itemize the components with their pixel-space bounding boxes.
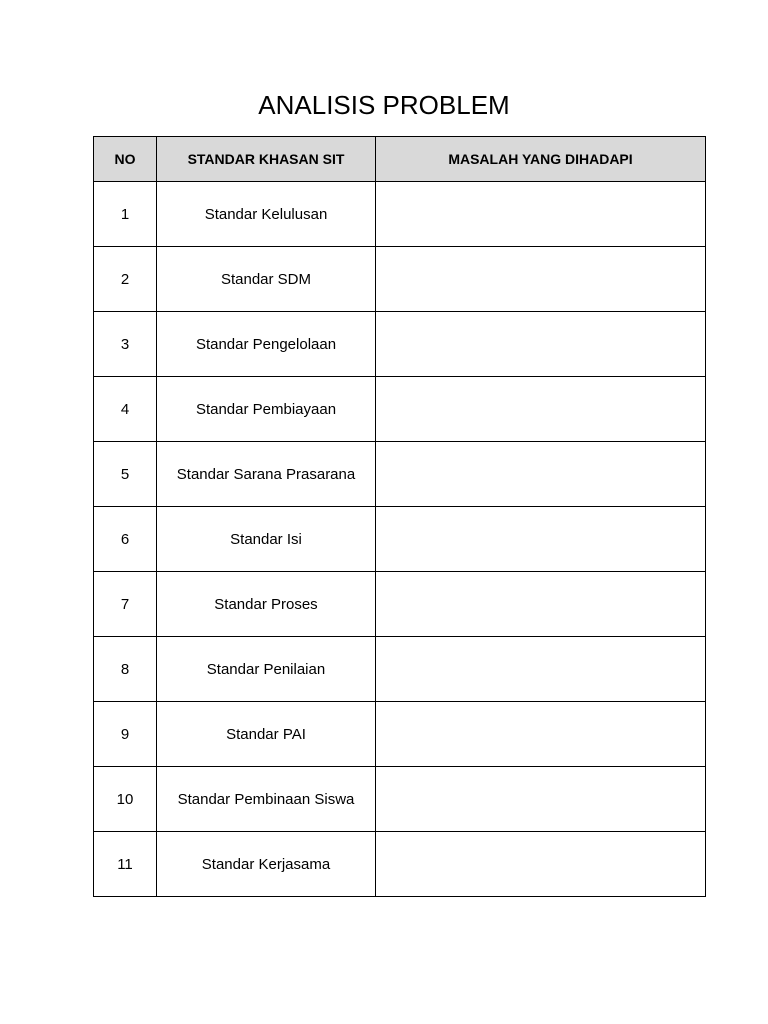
cell-masalah [376, 637, 706, 702]
cell-standar: Standar PAI [157, 702, 376, 767]
cell-no: 6 [94, 507, 157, 572]
cell-standar: Standar Kelulusan [157, 182, 376, 247]
cell-standar: Standar Pembiayaan [157, 377, 376, 442]
cell-no: 3 [94, 312, 157, 377]
table-row [94, 702, 706, 767]
cell-masalah [376, 572, 706, 637]
cell-no: 11 [94, 832, 157, 897]
cell-no: 5 [94, 442, 157, 507]
cell-no: 9 [94, 702, 157, 767]
table-row [94, 182, 706, 247]
cell-standar: Standar Kerjasama [157, 832, 376, 897]
cell-standar: Standar Pengelolaan [157, 312, 376, 377]
table-row [94, 247, 706, 312]
cell-masalah [376, 377, 706, 442]
cell-masalah [376, 442, 706, 507]
problem-analysis-table [93, 136, 706, 897]
cell-no: 10 [94, 767, 157, 832]
cell-no: 8 [94, 637, 157, 702]
table-row [94, 637, 706, 702]
cell-standar: Standar Pembinaan Siswa [157, 767, 376, 832]
cell-no: 4 [94, 377, 157, 442]
table-row [94, 312, 706, 377]
cell-no: 2 [94, 247, 157, 312]
table-row [94, 507, 706, 572]
cell-no: 7 [94, 572, 157, 637]
header-no: NO [94, 137, 157, 182]
cell-standar: Standar SDM [157, 247, 376, 312]
cell-masalah [376, 507, 706, 572]
cell-standar: Standar Penilaian [157, 637, 376, 702]
table-header-row [94, 137, 706, 182]
table-row [94, 832, 706, 897]
table-row [94, 767, 706, 832]
document-title: ANALISIS PROBLEM [258, 90, 510, 120]
header-standar: STANDAR KHASAN SIT [157, 137, 376, 182]
cell-masalah [376, 832, 706, 897]
cell-masalah [376, 767, 706, 832]
cell-standar: Standar Sarana Prasarana [157, 442, 376, 507]
table-row [94, 572, 706, 637]
table-row [94, 377, 706, 442]
cell-standar: Standar Isi [157, 507, 376, 572]
cell-masalah [376, 182, 706, 247]
header-masalah: MASALAH YANG DIHADAPI [376, 137, 706, 182]
cell-no: 1 [94, 182, 157, 247]
cell-standar: Standar Proses [157, 572, 376, 637]
cell-masalah [376, 247, 706, 312]
cell-masalah [376, 312, 706, 377]
table-row [94, 442, 706, 507]
cell-masalah [376, 702, 706, 767]
